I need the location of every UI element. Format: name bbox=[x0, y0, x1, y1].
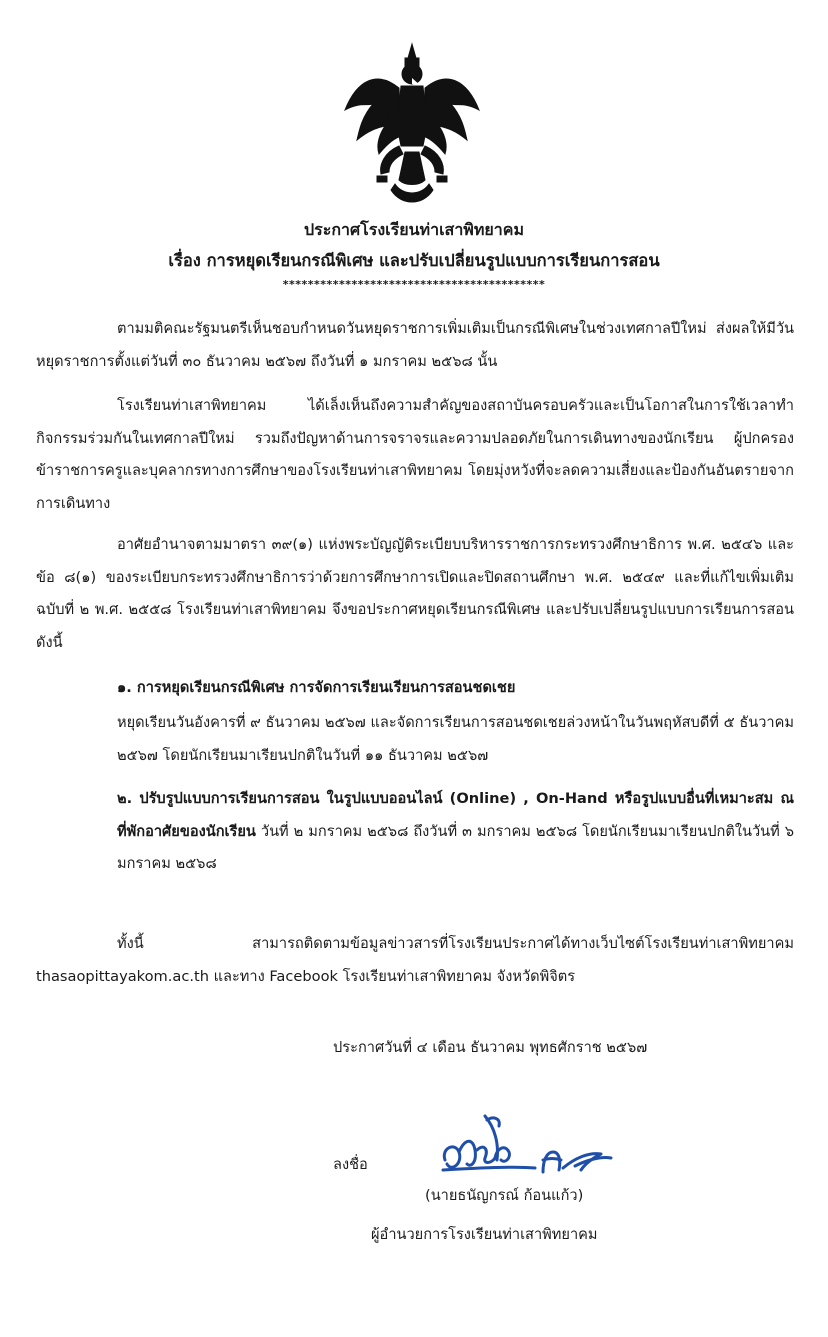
item2-heading: ๒. ปรับรูปแบบการเรียนการสอน ในรูปแบบออนไลน์ (Online) , On-Hand หรือรูปแบบอื่นที่เหมาะสม ณ ที่พักอาศัยของนักเรียน bbox=[117, 790, 794, 840]
garuda-emblem-icon bbox=[337, 40, 487, 212]
paragraph-legal-authority: อาศัยอำนาจตามมาตรา ๓๙(๑) แห่งพระบัญญัติระเบียบบริหารราชการกระทรวงศึกษาธิการ พ.ศ. ๒๕๔๖ และ ข้อ ๘(๑) ของระเบียบกระทรวงศึกษาธิการว่าด้วยการศึกษาการเปิดและปิดสถานศึกษา พ.ศ. ๒๕๔๙ และที่แก้ไขเพิ่มเติมฉบับที่ ๒ พ.ศ. ๒๕๕๘ โรงเรียนท่าเสาพิทยาคม จึงขอประกาศหยุดเรียนกรณีพิเศษ และปรับเปลี่ยนรูปแบบการเรียนการสอน ดังนี้ bbox=[36, 536, 794, 651]
item2 bbox=[117, 783, 794, 881]
announcement-title: ประกาศโรงเรียนท่าเสาพิทยาคม bbox=[304, 220, 524, 239]
item2-text: วันที่ ๒ มกราคม ๒๕๖๘ ถึงวันที่ ๓ มกราคม ๒๕๖๘ โดยนักเรียนมาเรียนปกติในวันที่ ๖ มกราคม ๒๕๖๘ bbox=[117, 822, 794, 872]
announcement-subject: เรื่อง การหยุดเรียนกรณีพิเศษ และปรับเปลี่ยนรูปแบบการเรียนการสอน bbox=[168, 251, 660, 270]
announcement-date: ประกาศวันที่ ๔ เดือน ธันวาคม พุทธศักราช ๒๕๖๗ bbox=[333, 1039, 648, 1056]
paragraph-contact-info: ทั้งนี้ สามารถติดตามข้อมูลข่าวสารที่โรงเรียนประกาศได้ทางเว็บไซต์โรงเรียนท่าเสาพิทยาคม thasaopittayakom.ac.th และทาง Facebook โรงเรียนท่าเสาพิทยาคม จังหวัดพิจิตร bbox=[36, 935, 794, 985]
paragraph-cabinet-resolution: ตามมติคณะรัฐมนตรีเห็นชอบกำหนดวันหยุดราชการเพิ่มเติมเป็นกรณีพิเศษในช่วงเทศกาลปีใหม่ ส่งผลให้มีวันหยุดราชการตั้งแต่วันที่ ๓๐ ธันวาคม ๒๕๖๗ ถึงวันที่ ๑ มกราคม ๒๕๖๘ นั้น bbox=[36, 320, 794, 370]
handwritten-signature bbox=[425, 1108, 625, 1188]
separator-line: ****************************************** bbox=[282, 278, 546, 291]
sign-label: ลงชื่อ bbox=[333, 1156, 368, 1173]
paragraph-school-rationale: โรงเรียนท่าเสาพิทยาคม ได้เล็งเห็นถึงความสำคัญของสถาบันครอบครัวและเป็นโอกาสในการใช้เวลาทำกิจกรรมร่วมกันในเทศกาลปีใหม่ รวมถึงปัญหาด้านการจราจรและความปลอดภัยในการเดินทางของนักเรียน ผู้ปกครอง ข้าราชการครูและบุคลากรทางการศึกษาของโรงเรียนท่าเสาพิทยาคม โดยมุ่งหวังที่จะลดความเสี่ยงและป้องกันอันตรายจากการเดินทาง bbox=[36, 397, 794, 512]
signer-name: (นายธนัญกรณ์ ก้อนแก้ว) bbox=[425, 1187, 584, 1204]
signer-position: ผู้อำนวยการโรงเรียนท่าเสาพิทยาคม bbox=[371, 1226, 598, 1243]
item1-text: หยุดเรียนวันอังคารที่ ๙ ธันวาคม ๒๕๖๗ และจัดการเรียนการสอนชดเชยล่วงหน้าในวันพฤหัสบดีที่ ๕ ธันวาคม ๒๕๖๗ โดยนักเรียนมาเรียนปกติในวันที่ ๑๑ ธันวาคม ๒๕๖๗ bbox=[117, 714, 794, 764]
item1-heading: ๑. การหยุดเรียนกรณีพิเศษ การจัดการเรียนเรียนการสอนชดเชย bbox=[117, 679, 516, 696]
